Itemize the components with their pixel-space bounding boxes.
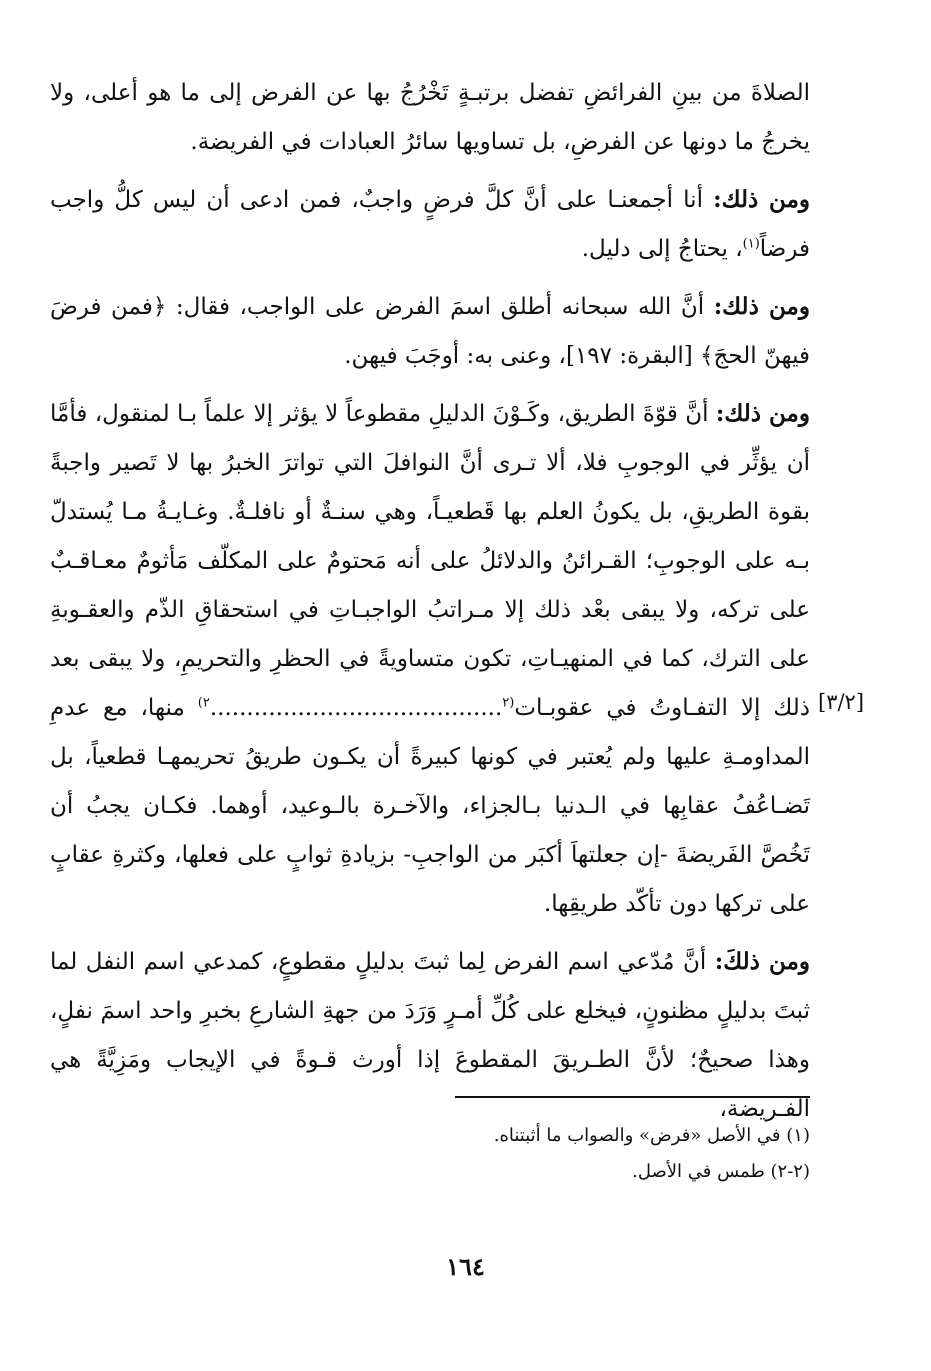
paragraph-text-continued: منها، مع عدمِ المداومـةِ عليها ولم يُعتبر في كونها كبيرةً أن يكـون طريقُ تحريمهـا قطعياً، بل تَضـاعُفُ عقابِها في الـدنيا بـالجزاء، والآخـرة بالـوعيد، أوهما. فكـان يجبُ أن تَخُصَّ الفَريضةَ -إن جعلتهاَ أكبَر من الواجبِ- بزيادةِ ثوابٍ على فعلها، وكثرةِ عقابٍ على تركها دون تأكّد طريقِها. [50,695,810,917]
lacuna-dots: ........................................ [209,695,503,721]
page-body [50,68,810,1142]
paragraph-3 [50,282,810,381]
footnote-1: (١) في الأصل «فرض» والصواب ما أثبتناه. [493,1125,810,1146]
paragraph-lead: ومن ذلك: [713,293,810,320]
paragraph-text: الصلاةَ من بينِ الفرائضِ تفضل برتبـةٍ تَخْرُجُ بها عن الفرض إلى ما هو أعلى، ولا يخرجُ ما دونها عن الفرضِ، بل تساويها سائرُ العبادات في الفريضة. [50,80,810,155]
footnote-separator [455,1096,810,1098]
paragraph-text: أنَّ الله سبحانه أطلق اسمَ الفرض على الواجب، فقال: ﴿فمن فرضَ فيهنّ الحجَ﴾ [البقرة: ١٩٧]، وعنى به: أوجَبَ فيهن. [50,294,810,369]
footnote-reference-close: ٢) [197,695,210,711]
page-number: ١٦٤ [446,1252,485,1281]
main-text [50,68,810,1134]
paragraph-lead: ومن ذلك: [715,400,810,427]
paragraph-4 [50,389,810,929]
paragraph-lead: ومن ذلك: [713,186,810,213]
paragraph-lead: ومن ذلكَ: [714,948,810,975]
footnote-2: (٢-٢) طمس في الأصل. [632,1161,810,1182]
paragraph-2 [50,175,810,274]
margin-page-reference: [٣/٢] [818,690,865,714]
footnote-reference-open: (٢ [502,695,515,711]
footnotes [300,1118,810,1190]
paragraph-text: أنَّ مُدّعي اسم الفرض لِما ثبتَ بدليلٍ مقطوعٍ، كمدعي اسم النفل لما ثبتَ بدليلٍ مظنونٍ، فيخلع على كُلِّ أمـرٍ وَرَدَ من جهةِ الشارعِ بخبرِ واحد اسمَ نفلٍ، وهذا صحيحٌ؛ لأنَّ الطـريقَ المقطوعَ إذا أورث قـوةً في الإيجاب ومَزِيَّةً هي الفـريضة، [50,949,810,1122]
footnote-reference: (١) [742,236,760,252]
paragraph-text-continued: ، يحتاجُ إلى دليل. [581,236,743,262]
paragraph-5 [50,937,810,1134]
paragraph-text: أنا أجمعنـا على أنَّ كلَّ فرضٍ واجبٌ، فمن ادعى أن ليس كلُّ واجب فرضاً [50,187,810,262]
paragraph-text: أنَّ قوّةَ الطريق، وكَـوْنَ الدليلِ مقطوعاً لا يؤثر إلا علماً بـا لمنقول، فأمَّا أن يؤثِّر في الوجوبِ فلا، ألا تـرى أنَّ النوافلَ التي تواترَ الخبرُ بها لا تَصير واجبةً بقوة الطريقِ، بل يكونُ العلم بها قَطعيـاً، وهي سنـةٌ أو نافلـةٌ. وغـايـةُ مـا يُستدلّ بـه على الوجوبِ؛ القـرائنُ والدلائلُ على أنه مَحتومٌ على المكلّف مَأثومٌ معـاقـبٌ على تركه، ولا يبقى بعْد ذلك إلا مـراتبُ الواجبـاتِ في استحقاقِ الذّم والعقـوبةِ على الترك، كما في المنهيـاتِ، تكون متساويةً في الحظرِ والتحريمِ، ولا يبقى بعد ذلك إلا التفـاوتُ في عقوبـات [50,401,810,721]
paragraph-1 [50,68,810,167]
